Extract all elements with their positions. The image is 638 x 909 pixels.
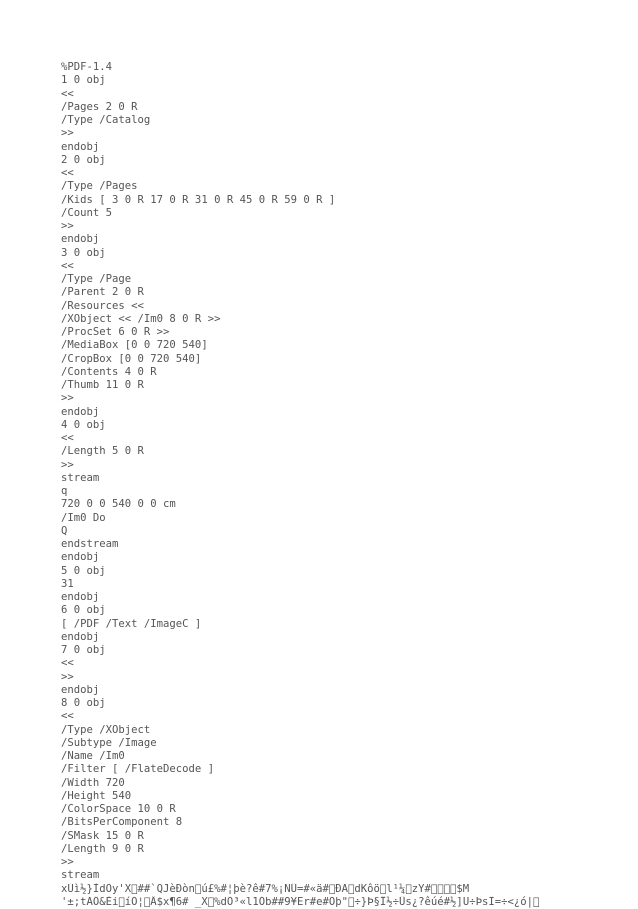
text-line: /Count 5 <box>61 206 113 219</box>
text-line: endobj <box>61 140 100 153</box>
text-line: >> <box>61 856 74 868</box>
text-line: 7 0 obj <box>61 644 106 656</box>
text-line: << <box>61 167 74 179</box>
text-line: endstream <box>61 538 119 550</box>
text-line: /Filter [ /FlateDecode ] <box>61 763 215 776</box>
text-line: /Type /Catalog <box>61 114 151 126</box>
text-line: /Parent 2 0 R <box>61 286 144 299</box>
text-line: /Height 540 <box>61 789 132 802</box>
text-line: /MediaBox [0 0 720 540] <box>61 339 208 352</box>
text-line: << <box>61 87 74 100</box>
text-line: /CropBox [0 0 720 540] <box>61 352 202 365</box>
text-line: /Pages 2 0 R <box>61 100 138 113</box>
text-line: endobj <box>61 683 100 696</box>
pdf-source-text <box>61 61 621 909</box>
text-line: [ /PDF /Text /ImageC ] <box>61 617 202 630</box>
text-line: /Kids [ 3 0 R 17 0 R 31 0 R 45 0 R 59 0 R ] <box>61 193 336 206</box>
text-line: Q <box>61 524 68 537</box>
text-line: >> <box>61 392 74 405</box>
text-line: << <box>61 259 74 272</box>
text-line: /Length 5 0 R <box>61 445 144 458</box>
text-line: 720 0 0 540 0 0 cm <box>61 498 176 511</box>
text-line: /Type /Pages <box>61 180 138 193</box>
text-line: /Width 720 <box>61 776 125 789</box>
text-line: 31 <box>61 577 74 590</box>
text-line: /Name /Im0 <box>61 750 125 762</box>
text-line: /Resources << <box>61 299 144 312</box>
text-line: 1 0 obj <box>61 74 106 87</box>
text-line: << <box>61 657 74 670</box>
text-line: /ColorSpace 10 0 R <box>61 803 176 815</box>
text-line: %PDF-1.4 <box>61 61 113 73</box>
text-line: /Thumb 11 0 R <box>61 379 144 391</box>
text-line: /BitsPerComponent 8 <box>61 816 183 829</box>
text-line: stream <box>61 869 100 882</box>
text-line: /Type /Page <box>61 273 132 285</box>
text-line: endobj <box>61 551 100 564</box>
text-line: >> <box>61 220 74 232</box>
text-line: endobj <box>61 630 100 643</box>
text-line: q <box>61 485 68 497</box>
text-line: /ProcSet 6 0 R >> <box>61 326 170 338</box>
text-line: 6 0 obj <box>61 604 106 617</box>
text-line: xÚì½}ÌdÕy'X ##`QJèÐòn ú£%#¦þè?ê#7%¡ÑÛ=#«ä# ÐÃ dKôö l¹¼ zY#    $M <box>61 882 470 895</box>
text-line: endobj <box>61 405 100 418</box>
text-line: /Contents 4 0 R <box>61 365 157 378</box>
text-line: /Im0 Do <box>61 511 106 524</box>
text-line: >> <box>61 670 74 683</box>
text-line: << <box>61 710 74 723</box>
text-line: 3 0 obj <box>61 246 106 259</box>
text-line: << <box>61 432 74 444</box>
text-line: >> <box>61 458 74 471</box>
text-line: endobj <box>61 233 100 246</box>
text-line: 8 0 obj <box>61 697 106 709</box>
text-line: '±;tÃÔ&Èi íÕ¦ Â$x¶6# _X %dÕ³«l1Ób##9¥Er#e#Õþ" ÷}Þ§Î½÷Ûs¿?êúé#½]U÷ÞsÏ=÷<¿ó|  <box>61 895 540 908</box>
text-line: 2 0 obj <box>61 153 106 166</box>
text-line: /Type /XObject <box>61 723 151 736</box>
text-line: stream <box>61 471 100 484</box>
text-line: /SMask 15 0 R <box>61 829 144 842</box>
text-line: 5 0 obj <box>61 564 106 577</box>
text-line: 4 0 obj <box>61 418 106 431</box>
text-line: >> <box>61 127 74 140</box>
text-line: endobj <box>61 591 100 603</box>
text-line: /Length 9 0 R <box>61 842 144 855</box>
text-line: /Subtype /Image <box>61 736 157 749</box>
text-line: /XObject << /Im0 8 0 R >> <box>61 312 221 325</box>
